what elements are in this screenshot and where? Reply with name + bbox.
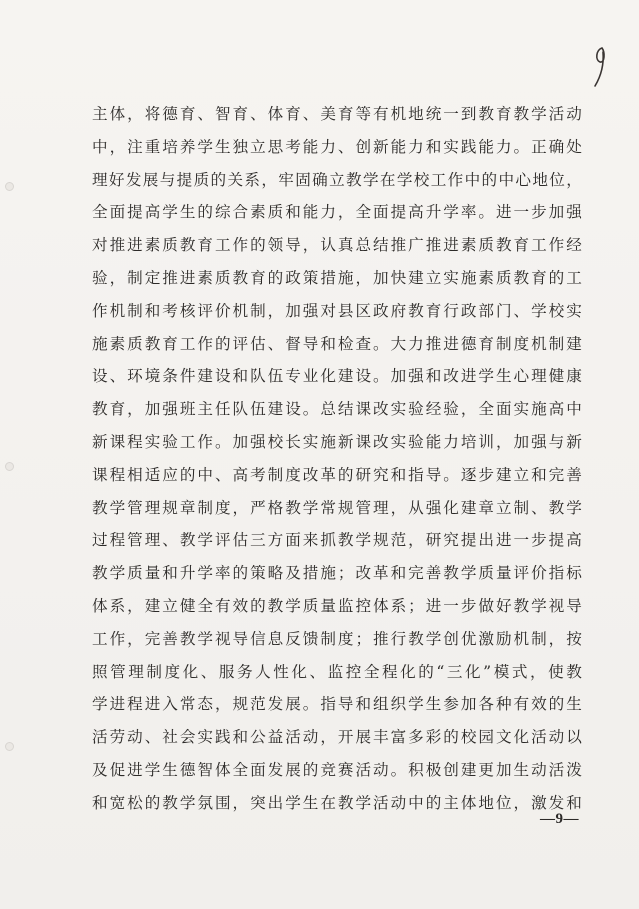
text-line: 全面提高学生的综合素质和能力，全面提高升学率。进一步加强 (92, 203, 582, 222)
text-line: 课程相适应的中、高考制度改革的研究和指导。逐步建立和完善 (92, 465, 582, 484)
text-line: 活劳动、社会实践和公益活动，开展丰富多彩的校园文化活动以 (92, 728, 582, 747)
punch-hole-icon (5, 462, 14, 471)
text-line: 主体，将德育、智育、体育、美育等有机地统一到教育教学活动 (92, 105, 582, 123)
text-line: 教育，加强班主任队伍建设。总结课改实验经验，全面实施高中 (92, 400, 582, 419)
text-line: 学进程进入常态，规范发展。指导和组织学生参加各种有效的生 (92, 695, 582, 714)
text-line: 照管理制度化、服务人性化、监控全程化的“三化”模式，使教 (92, 662, 582, 681)
text-line: 和宽松的教学氛围，突出学生在教学活动中的主体地位，激发和 (92, 793, 582, 812)
page-number: —9— (540, 811, 579, 827)
text-line: 教学质量和升学率的策略及措施；改革和完善教学质量评价指标 (92, 564, 582, 583)
text-line: 新课程实验工作。加强校长实施新课改实验能力培训，加强与新 (92, 432, 582, 451)
punch-hole-icon (5, 742, 14, 751)
text-line: 作机制和考核评价机制，加强对县区政府教育行政部门、学校实 (92, 301, 582, 320)
text-line: 中，注重培养学生独立思考能力、创新能力和实践能力。正确处 (92, 137, 582, 156)
text-line: 对推进素质教育工作的领导，认真总结推广推进素质教育工作经 (92, 236, 582, 255)
handwritten-mark-icon (590, 42, 608, 90)
text-line: 施素质教育工作的评估、督导和检查。大力推进德育制度机制建 (92, 334, 582, 353)
punch-hole-icon (5, 182, 14, 191)
text-line: 工作，完善教学视导信息反馈制度；推行教学创优激励机制，按 (92, 629, 582, 648)
text-line: 教学管理规章制度，严格教学常规管理，从强化建章立制、教学 (92, 498, 582, 517)
text-line: 过程管理、教学评估三方面来抓教学规范，研究提出进一步提高 (92, 531, 582, 550)
text-line: 理好发展与提质的关系，牢固确立教学在学校工作中的中心地位， (92, 170, 582, 189)
text-line: 体系，建立健全有效的教学质量监控体系；进一步做好教学视导 (92, 596, 582, 615)
text-line: 设、环境条件建设和队伍专业化建设。加强和改进学生心理健康 (92, 367, 582, 386)
text-line: 及促进学生德智体全面发展的竞赛活动。积极创建更加生动活泼 (92, 760, 582, 779)
body-text (92, 98, 582, 820)
text-line: 验，制定推进素质教育的政策措施，加快建立实施素质教育的工 (92, 268, 582, 287)
